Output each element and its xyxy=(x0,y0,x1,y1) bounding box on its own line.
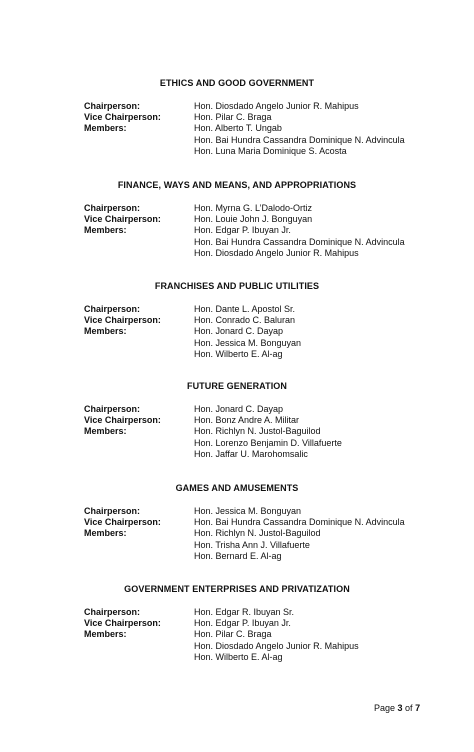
member-name: Hon. Louie John J. Bonguyan xyxy=(194,214,313,225)
committee-member-row xyxy=(0,528,474,539)
committee-member-row xyxy=(0,214,474,225)
member-name: Hon. Pilar C. Braga xyxy=(194,112,272,123)
committee-member-row xyxy=(0,506,474,517)
member-name: Hon. Diosdado Angelo Junior R. Mahipus xyxy=(194,247,359,258)
member-name: Hon. Pilar C. Braga xyxy=(194,629,272,640)
member-role: Members: xyxy=(84,123,127,134)
committee-section xyxy=(0,78,474,157)
member-name: Hon. Myrna G. L’Dalodo-Ortiz xyxy=(194,203,313,213)
committee-member-row xyxy=(0,146,474,157)
member-name: Hon. Wilberto E. Al-ag xyxy=(194,651,283,662)
member-name: Hon. Trisha Ann J. Villafuerte xyxy=(194,539,310,550)
committee-member-row xyxy=(0,101,474,112)
member-name: Hon. Richlyn N. Justol-Baguilod xyxy=(194,528,321,539)
member-role: Chairperson: xyxy=(84,506,141,516)
committee-member-row xyxy=(0,618,474,629)
member-name: Hon. Diosdado Angelo Junior R. Mahipus xyxy=(194,101,359,111)
committee-member-row xyxy=(0,415,474,426)
member-name: Hon. Bonz Andre A. Militar xyxy=(194,415,300,426)
committee-member-row xyxy=(0,237,474,248)
member-role: Chairperson: xyxy=(84,404,141,414)
committee-member-row xyxy=(0,326,474,337)
page-current: 3 xyxy=(397,703,403,713)
committee-member-row xyxy=(0,338,474,349)
member-role: Vice Chairperson: xyxy=(84,214,161,225)
committee-member-row xyxy=(0,135,474,146)
member-name: Hon. Luna Maria Dominique S. Acosta xyxy=(194,145,347,156)
member-role: Members: xyxy=(84,528,127,539)
member-role: Vice Chairperson: xyxy=(84,315,161,326)
member-role: Chairperson: xyxy=(84,101,141,111)
member-name: Hon. Lorenzo Benjamin D. Villafuerte xyxy=(194,437,342,448)
page-total: 7 xyxy=(415,703,421,713)
member-name: Hon. Diosdado Angelo Junior R. Mahipus xyxy=(194,640,359,651)
member-role: Chairperson: xyxy=(84,304,141,314)
member-role: Vice Chairperson: xyxy=(84,618,161,629)
committee-member-row xyxy=(0,315,474,326)
committee-title: GOVERNMENT ENTERPRISES AND PRIVATIZATION xyxy=(124,584,350,594)
committee-member-row xyxy=(0,404,474,415)
member-name: Hon. Edgar P. Ibuyan Jr. xyxy=(194,225,291,236)
member-role: Members: xyxy=(84,629,127,640)
page-of: of xyxy=(402,703,416,713)
member-name: Hon. Richlyn N. Justol-Baguilod xyxy=(194,426,321,437)
member-name: Hon. Conrado C. Baluran xyxy=(194,315,296,326)
committee-member-row xyxy=(0,304,474,315)
committee-member-row xyxy=(0,426,474,437)
committee-member-row xyxy=(0,225,474,236)
member-role: Members: xyxy=(84,426,127,437)
member-role: Chairperson: xyxy=(84,203,141,213)
member-name: Hon. Jonard C. Dayap xyxy=(194,404,284,414)
member-role: Vice Chairperson: xyxy=(84,112,161,123)
committee-member-row xyxy=(0,449,474,460)
committee-section xyxy=(0,584,474,663)
committee-member-row xyxy=(0,349,474,360)
member-name: Hon. Bai Hundra Cassandra Dominique N. Advincula xyxy=(194,236,405,247)
page-prefix: Page xyxy=(374,703,398,713)
member-name: Hon. Bai Hundra Cassandra Dominique N. Advincula xyxy=(194,134,405,145)
committee-member-row xyxy=(0,629,474,640)
member-role: Members: xyxy=(84,225,127,236)
committee-member-row xyxy=(0,540,474,551)
member-role: Vice Chairperson: xyxy=(84,517,161,528)
page-number xyxy=(374,703,420,714)
member-name: Hon. Wilberto E. Al-ag xyxy=(194,348,283,359)
member-role: Members: xyxy=(84,326,127,337)
committee-member-row xyxy=(0,551,474,562)
committee-section xyxy=(0,381,474,460)
member-name: Hon. Bernard E. Al-ag xyxy=(194,550,282,561)
committee-section xyxy=(0,483,474,562)
committee-member-row xyxy=(0,517,474,528)
member-name: Hon. Jessica M. Bonguyan xyxy=(194,337,302,348)
committee-member-row xyxy=(0,652,474,663)
committee-member-row xyxy=(0,112,474,123)
member-name: Hon. Jonard C. Dayap xyxy=(194,326,284,337)
committee-member-row xyxy=(0,607,474,618)
member-role: Chairperson: xyxy=(84,607,141,617)
member-role: Vice Chairperson: xyxy=(84,415,161,426)
committee-section xyxy=(0,281,474,360)
committee-member-row xyxy=(0,641,474,652)
member-name: Hon. Alberto T. Ungab xyxy=(194,123,282,134)
committee-title: FINANCE, WAYS AND MEANS, AND APPROPRIATIONS xyxy=(117,180,357,190)
member-name: Hon. Jessica M. Bonguyan xyxy=(194,506,302,516)
committee-title: FRANCHISES AND PUBLIC UTILITIES xyxy=(154,281,320,291)
committee-title: ETHICS AND GOOD GOVERNMENT xyxy=(159,78,315,88)
committee-member-row xyxy=(0,203,474,214)
committee-title: GAMES AND AMUSEMENTS xyxy=(175,483,299,493)
committee-title: FUTURE GENERATION xyxy=(186,381,288,391)
member-name: Hon. Edgar R. Ibuyan Sr. xyxy=(194,607,295,617)
member-name: Hon. Jaffar U. Marohomsalic xyxy=(194,448,308,459)
committee-section xyxy=(0,180,474,259)
member-name: Hon. Dante L. Apostol Sr. xyxy=(194,304,296,314)
committee-member-row xyxy=(0,248,474,259)
member-name: Hon. Edgar P. Ibuyan Jr. xyxy=(194,618,291,629)
committee-member-row xyxy=(0,123,474,134)
member-name: Hon. Bai Hundra Cassandra Dominique N. Advincula xyxy=(194,517,405,528)
committee-member-row xyxy=(0,438,474,449)
